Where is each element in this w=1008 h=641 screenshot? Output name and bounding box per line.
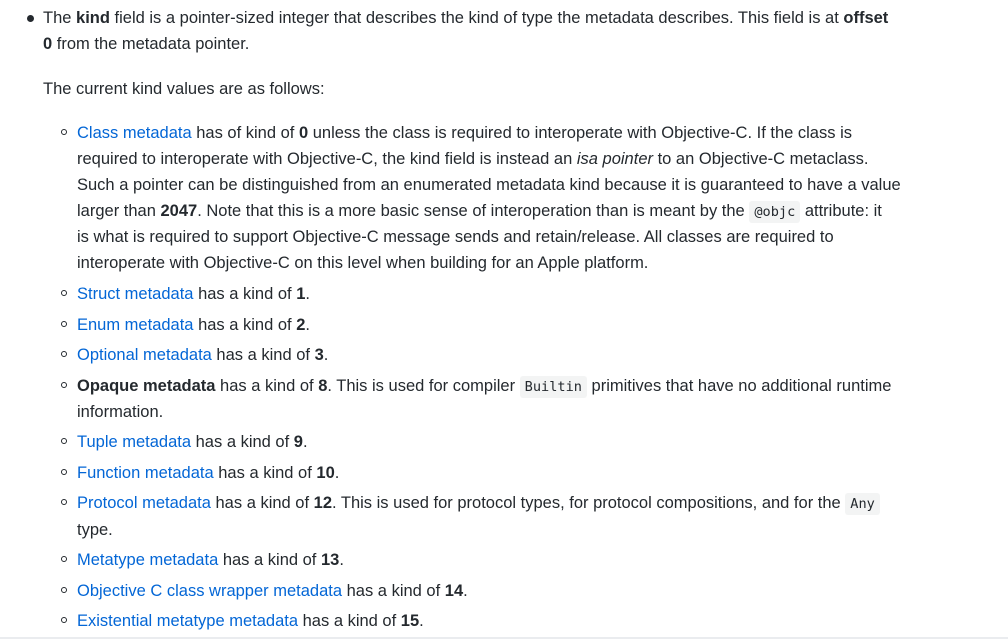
kind-value: 15 [400, 612, 420, 630]
class-item-line-6: interoperate with Objective-C on this level when building for an Apple platform. [77, 254, 649, 272]
text: The [43, 9, 77, 27]
bullet-circle-icon [61, 438, 67, 444]
intro-paragraph: The current kind values are as follows: [43, 80, 325, 98]
protocol-metadata-link[interactable]: Protocol metadata [77, 494, 211, 512]
text: has a kind of [191, 433, 294, 451]
list-item-opaque-line-2: information. [77, 403, 164, 421]
kind-value: 2 [296, 316, 306, 334]
text: has a kind of [213, 464, 317, 482]
bullet-circle-icon [61, 499, 67, 505]
function-metadata-link[interactable]: Function metadata [77, 464, 214, 482]
list-item-tuple [77, 429, 308, 455]
text: field is a pointer-sized integer that describes the kind of type the metadata describes. This field is at [109, 9, 844, 27]
kind-value: 1 [296, 285, 306, 303]
text: . This is used for compiler [327, 377, 520, 395]
text: . [339, 551, 344, 569]
kind-value: 10 [316, 464, 335, 482]
list-item-enum [77, 312, 310, 338]
bullet-circle-icon [61, 617, 67, 623]
text: . [334, 464, 340, 482]
objc-class-wrapper-metadata-link[interactable]: Objective C class wrapper metadata [77, 582, 343, 600]
list-item-protocol-line-2: type. [77, 521, 113, 539]
metatype-metadata-link[interactable]: Metatype metadata [77, 551, 219, 569]
class-item-line-1 [77, 120, 852, 146]
text: to an Objective-C metaclass. [653, 150, 869, 168]
text: required to interoperate with Objective-C, the kind field is instead an [77, 150, 577, 168]
text: attribute: it [800, 202, 882, 220]
offset-value: 0 [43, 35, 53, 53]
text: . This is used for protocol types, for protocol compositions, and for the [332, 494, 846, 512]
class-item-line-2 [77, 146, 869, 172]
class-item-line-3: Such a pointer can be distinguished from an enumerated metadata kind because it is guaranteed to have a value [77, 176, 901, 194]
class-item-line-4 [77, 198, 882, 225]
text: . [419, 612, 424, 630]
bullet-circle-icon [61, 382, 67, 388]
text: has a kind of [298, 612, 401, 630]
opaque-metadata-name: Opaque metadata [77, 377, 216, 395]
bullet-circle-icon [61, 290, 67, 296]
enum-metadata-link[interactable]: Enum metadata [77, 316, 194, 334]
text: . [302, 433, 308, 451]
text: . [323, 346, 329, 364]
kind-value: 2047 [160, 202, 198, 220]
text: . [463, 582, 468, 600]
bullet-circle-icon [61, 556, 67, 562]
text: . Note that this is a more basic sense of interoperation than is meant by the [197, 202, 750, 220]
list-item-existential [77, 608, 424, 634]
text: primitives that have no additional runtime [586, 377, 892, 395]
kind-value: 14 [444, 582, 464, 600]
text: . [305, 316, 310, 334]
text: has a kind of [193, 285, 297, 303]
class-metadata-link[interactable]: Class metadata [77, 124, 192, 142]
kind-value: 13 [320, 551, 340, 569]
text: has a kind of [215, 377, 319, 395]
text: unless the class is required to interoperate with Objective-C. If the class is [308, 124, 852, 142]
bullet-circle-icon [61, 129, 67, 135]
list-item-metatype [77, 547, 344, 573]
kind-field-line-2 [43, 31, 249, 57]
any-code: Any [845, 493, 880, 515]
struct-metadata-link[interactable]: Struct metadata [77, 285, 194, 303]
objc-code: @objc [749, 201, 800, 223]
kind-value: 0 [298, 124, 309, 142]
text: has a kind of [342, 582, 445, 600]
list-item-opaque-line-1 [77, 373, 891, 400]
list-item-function [77, 460, 339, 486]
text: . [305, 285, 310, 303]
text: from the metadata pointer. [52, 35, 250, 53]
bullet-circle-icon [61, 351, 67, 357]
existential-metatype-metadata-link[interactable]: Existential metatype metadata [77, 612, 299, 630]
bullet-circle-icon [61, 587, 67, 593]
text: larger than [77, 202, 161, 220]
list-item-protocol-line-1 [77, 490, 880, 517]
tuple-metadata-link[interactable]: Tuple metadata [77, 433, 192, 451]
bullet-circle-icon [61, 469, 67, 475]
kind-field-line-1 [43, 5, 888, 31]
text: has a kind of [210, 494, 314, 512]
offset-term: offset [843, 9, 889, 27]
builtin-code: Builtin [520, 376, 587, 398]
text: has of kind of [191, 124, 299, 142]
text: has a kind of [218, 551, 321, 569]
list-item-optional [77, 342, 328, 368]
bullet-circle-icon [61, 321, 67, 327]
kind-value: 12 [313, 494, 333, 512]
text: has a kind of [193, 316, 297, 334]
bottom-divider [0, 637, 1008, 639]
optional-metadata-link[interactable]: Optional metadata [77, 346, 212, 364]
text: has a kind of [211, 346, 315, 364]
list-item-struct [77, 281, 310, 307]
class-item-line-5: is what is required to support Objective-C message sends and retain/release. All classes are required to [77, 228, 834, 246]
kind-value: 9 [293, 433, 303, 451]
kind-value: 8 [318, 377, 328, 395]
kind-term: kind [76, 9, 110, 27]
bullet-disc-icon [27, 15, 34, 22]
isa-pointer-term: isa pointer [576, 150, 653, 168]
list-item-objc-wrapper [77, 578, 468, 604]
kind-value: 3 [314, 346, 324, 364]
